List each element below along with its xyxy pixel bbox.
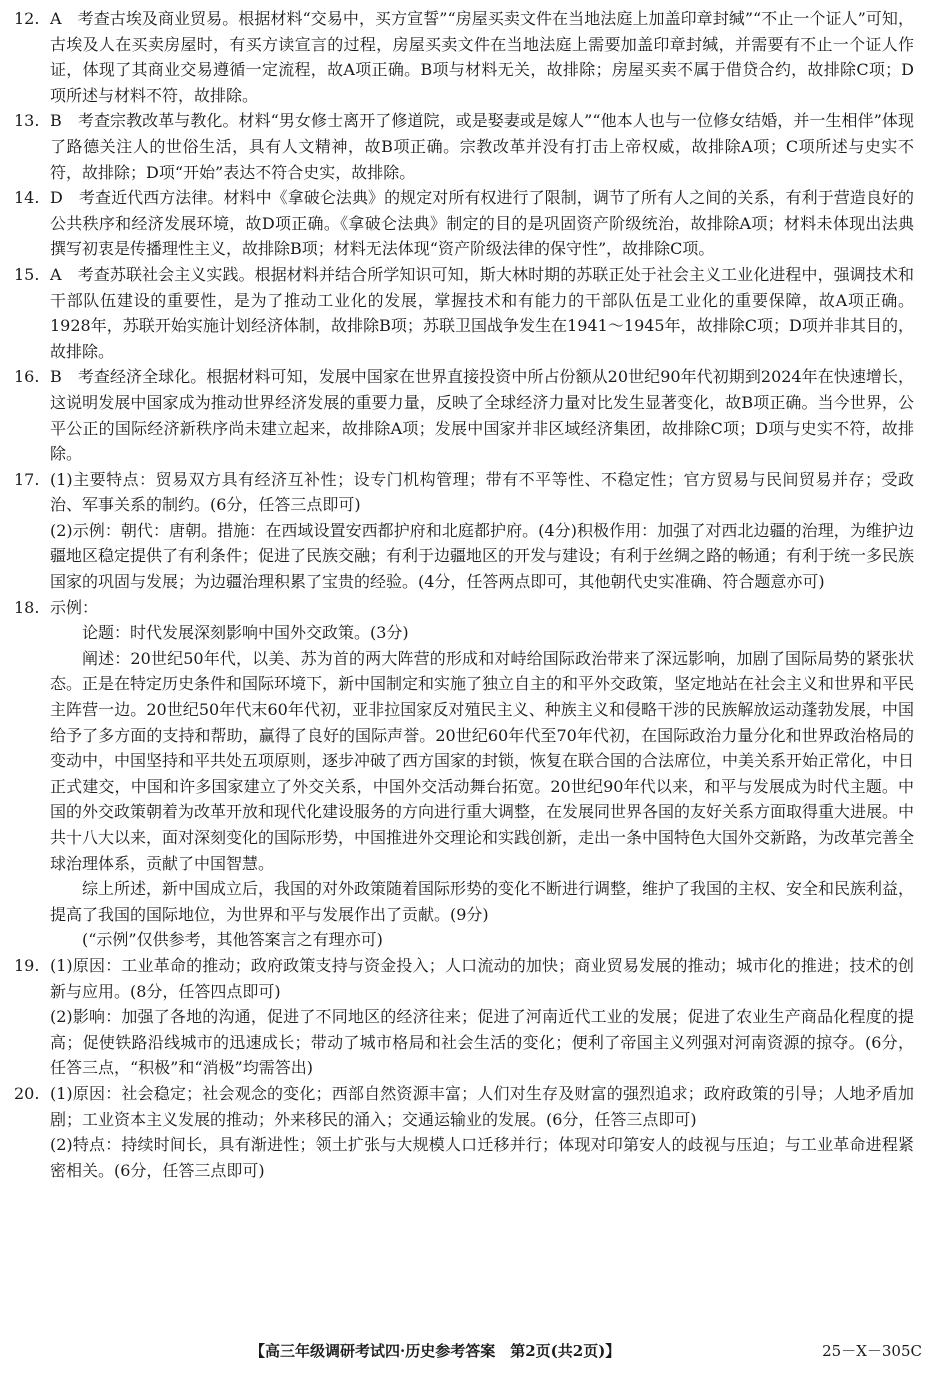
answer-text: B 考查宗教改革与教化。材料“男女修士离开了修道院，或是娶妻或是嫁人”“他本人也与一位修女结婚，并一生相伴”体现了路德关注人的世俗生活，具有人文精神，故B项正确。宗教改革并没有打击上帝权威，故排除A项；C项所述与史实不符，故排除；D项“开始”表达不符合史实，故排除。 <box>50 111 914 182</box>
answer-18 <box>14 595 914 953</box>
thesis-paragraph: 论题：时代发展深刻影响中国外交政策。(3分) <box>82 623 409 643</box>
answer-text: B 考查经济全球化。根据材料可知，发展中国家在世界直接投资中所占份额从20世纪90年代初期到2024年在快速增长，这说明发展中国家成为推动世界经济发展的重要力量，反映了全球经济力量对比发生显著变化，故B项正确。当今世界，公平公正的国际经济新秩序尚未建立起来，故排除A项；发展中国家并非区域经济集团，故排除C项；D项与史实不符，故排除。 <box>50 367 914 464</box>
answer-part-2: (2)特点：持续时间长，具有渐进性；领土扩张与大规模人口迁移并行；体现对印第安人的歧视与压迫；与工业革命进程紧密相关。(6分，任答三点即可) <box>50 1135 914 1180</box>
question-number: 20. <box>14 1083 40 1103</box>
question-number: 19. <box>14 955 40 975</box>
question-number: 13. <box>14 111 40 131</box>
answer-part-1: (1)原因：工业革命的推动；政府政策支持与资金投入；人口流动的加快；商业贸易发展的推动；城市化的推进；技术的创新与应用。(8分，任答四点即可) <box>50 955 914 1001</box>
question-number: 15. <box>14 264 40 284</box>
answer-17 <box>14 467 914 595</box>
question-number: 12. <box>14 9 40 28</box>
answer-14 <box>14 185 914 262</box>
answer-19 <box>14 953 914 1081</box>
note-paragraph: (“示例”仅供参考，其他答案言之有理亦可) <box>82 930 383 950</box>
answer-part-2: (2)影响：加强了各地的沟通，促进了不同地区的经济往来；促进了河南近代工业的发展；促进了农业生产商品化程度的提高；促使铁路沿线城市的迅速成长；带动了城市格局和社会生活的变化；便利了帝国主义列强对河南资源的掠夺。(6分，任答三点，“积极”和“消极”均需答出) <box>50 1007 914 1078</box>
answer-16 <box>14 364 914 466</box>
answer-text: A 考查苏联社会主义实践。根据材料并结合所学知识可知，斯大林时期的苏联正处于社会主义工业化进程中，强调技术和干部队伍建设的重要性，是为了推动工业化的发展，掌握技术和有能力的干部队伍是工业化的重要保障，故A项正确。1928年，苏联开始实施计划经济体制，故排除B项；苏联卫国战争发生在1941～1945年，故排除C项；D项并非其目的，故排除。 <box>50 264 914 361</box>
question-number: 14. <box>14 188 40 208</box>
answer-text: A 考查古埃及商业贸易。根据材料“交易中，买方宣誓”“房屋买卖文件在当地法庭上加盖印章封缄”“不止一个证人”可知，古埃及人在买卖房屋时，有买方读宣言的过程，房屋买卖文件在当地法庭上需要加盖印章封缄，并需要有不止一个证人作证，体现了其商业交易遵循一定流程，故A项正确。B项与材料无关，故排除；房屋买卖不属于借贷合约，故排除C项；D项所述与材料不符，故排除。 <box>50 9 914 105</box>
question-number: 18. <box>14 597 40 617</box>
question-number: 17. <box>14 469 40 489</box>
answer-part-1: (1)主要特点：贸易双方具有经济互补性；设专门机构管理；带有不平等性、不稳定性；官方贸易与民间贸易并存；受政治、军事关系的制约。(6分，任答三点即可) <box>50 469 914 515</box>
question-number: 16. <box>14 367 40 387</box>
answer-text: D 考查近代西方法律。材料中《拿破仑法典》的规定对所有权进行了限制，调节了所有人之间的关系，有利于营造良好的公共秩序和经济发展环境，故D项正确。《拿破仑法典》制定的目的是巩固资产阶级统治，故排除A项；材料未体现出法典撰写初衷是传播理性主义，故排除B项；材料无法体现“资产阶级法律的保守性”，故排除C项。 <box>50 188 914 259</box>
answer-13 <box>14 108 914 185</box>
page-footer <box>0 1339 950 1363</box>
argument-paragraph: 阐述：20世纪50年代，以美、苏为首的两大阵营的形成和对峙给国际政治带来了深远影响，加剧了国际局势的紧张状态。正是在特定历史条件和国际环境下，新中国制定和实施了独立自主的和平外交政策，坚定地站在社会主义和世界和平民主阵营一边。20世纪50年代末60年代初，亚非拉国家反对殖民主义、种族主义和侵略干涉的民族解放运动蓬勃发展，中国给予了多方面的支持和帮助，赢得了良好的国际声誉。20世纪60年代至70年代初，在国际政治力量分化和世界政治格局的变动中，中国坚持和平共处五项原则，逐步冲破了西方国家的封锁，恢复在联合国的合法席位，中美关系开始正常化，中日正式建交，中国和许多国家建立了外交关系，中国外交活动舞台拓宽。20世纪90年代以来，和平与发展成为时代主题。中国的外交政策朝着为改革开放和现代化建设服务的方向进行重大调整，在发展同世界各国的友好关系方面取得重大进展。中共十八大以来，面对深刻变化的国际形势，中国推进外交理论和实践创新，走出一条中国特色大国外交新路，为改革完善全球治理体系，贡献了中国智慧。 <box>50 648 915 873</box>
answer-20 <box>14 1081 914 1183</box>
footer-title: 【高三年级调研考试四·历史参考答案 第2页(共2页)】 <box>250 1342 621 1360</box>
answer-part-1: (1)原因：社会稳定；社会观念的变化；西部自然资源丰富；人们对生存及财富的强烈追求；政府政策的引导；人地矛盾加剧；工业资本主义发展的推动；外来移民的涌入；交通运输业的发展。(6分，任答三点即可) <box>50 1083 914 1129</box>
answer-12 <box>14 6 914 108</box>
conclusion-paragraph: 综上所述，新中国成立后，我国的对外政策随着国际形势的变化不断进行调整，维护了我国的主权、安全和民族利益，提高了我国的国际地位，为世界和平与发展作出了贡献。(9分) <box>50 879 915 924</box>
example-label: 示例： <box>50 597 99 617</box>
footer-code: 25－X－305C <box>822 1342 922 1360</box>
answer-page <box>14 6 914 1183</box>
answer-15 <box>14 262 914 364</box>
answer-part-2: (2)示例：朝代：唐朝。措施：在西域设置安西都护府和北庭都护府。(4分)积极作用：加强了对西北边疆的治理，为维护边疆地区稳定提供了有利条件；促进了民族交融；有利于边疆地区的开发与建设；有利于丝绸之路的畅通；有利于统一多民族国家的巩固与发展；为边疆治理积累了宝贵的经验。(4分，任答两点即可，其他朝代史实准确、符合题意亦可) <box>50 520 915 592</box>
